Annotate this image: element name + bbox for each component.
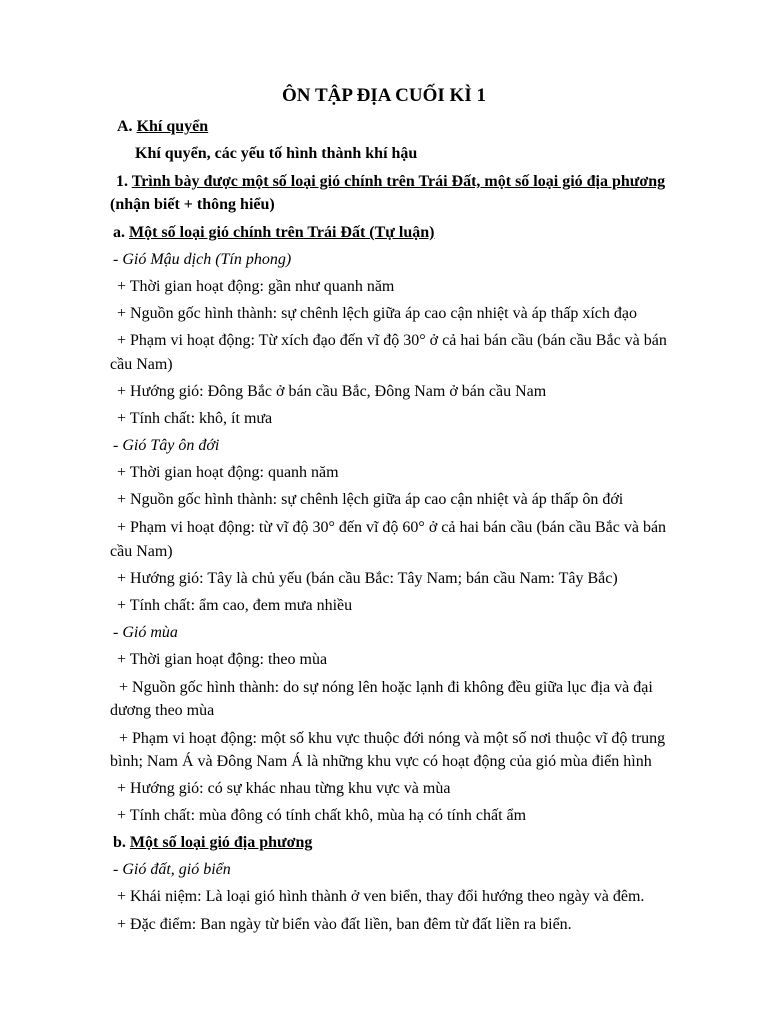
- page-title: ÔN TẬP ĐỊA CUỐI KÌ 1: [282, 85, 486, 106]
- wind-trade-origin: + Nguồn gốc hình thành: sự chênh lệch giữa áp cao cận nhiệt và áp thấp xích đạo: [117, 305, 637, 322]
- question-1-label: 1.: [116, 173, 128, 190]
- wind-westerly-scope-cont: cầu Nam): [110, 543, 173, 560]
- part-b-label: b.: [113, 834, 126, 851]
- wind-land-sea-name: - Gió đất, gió biển: [113, 861, 231, 878]
- wind-monsoon-time: + Thời gian hoạt động: theo mùa: [117, 651, 328, 668]
- wind-monsoon-name: - Gió mùa: [113, 624, 178, 641]
- wind-westerly-origin: + Nguồn gốc hình thành: sự chênh lệch giữa áp cao cận nhiệt và áp thấp ôn đới: [117, 491, 624, 508]
- wind-land-sea-concept: + Khái niệm: Là loại gió hình thành ở ven biển, thay đổi hướng theo ngày và đêm.: [117, 888, 645, 905]
- wind-trade-direction: + Hướng gió: Đông Bắc ở bán cầu Bắc, Đông Nam ở bán cầu Nam: [117, 383, 547, 400]
- wind-westerly-direction: + Hướng gió: Tây là chủ yếu (bán cầu Bắc: Tây Nam; bán cầu Nam: Tây Bắc): [117, 570, 618, 587]
- part-a-label: a.: [113, 224, 125, 241]
- section-a-title: Khí quyển: [136, 118, 209, 135]
- section-a-heading: [117, 117, 208, 137]
- section-a-subtitle: Khí quyển, các yếu tố hình thành khí hậu: [135, 145, 418, 162]
- wind-monsoon-scope: + Phạm vi hoạt động: một số khu vực thuộc đới nóng và một số nơi thuộc vĩ độ trung: [119, 730, 666, 747]
- wind-monsoon-scope-cont: bình; Nam Á và Đông Nam Á là những khu vực có hoạt động của gió mùa điển hình: [110, 753, 652, 770]
- wind-trade-name: - Gió Mậu dịch (Tín phong): [113, 251, 292, 268]
- question-1-heading: [116, 172, 665, 192]
- wind-monsoon-property: + Tính chất: mùa đông có tính chất khô, mùa hạ có tính chất ẩm: [117, 807, 527, 824]
- part-b-heading: [113, 833, 312, 853]
- wind-westerly-time: + Thời gian hoạt động: quanh năm: [117, 464, 339, 481]
- wind-westerly-scope: + Phạm vi hoạt động: từ vĩ độ 30° đến vĩ độ 60° ở cả hai bán cầu (bán cầu Bắc và bán: [117, 519, 667, 536]
- wind-trade-scope: + Phạm vi hoạt động: Từ xích đạo đến vĩ độ 30° ở cả hai bán cầu (bán cầu Bắc và bán: [117, 332, 667, 349]
- part-b-title: Một số loại gió địa phương: [129, 834, 313, 851]
- question-1-title: Trình bày được một số loại gió chính trên Trái Đất, một số loại gió địa phương: [131, 173, 666, 190]
- wind-monsoon-origin: + Nguồn gốc hình thành: do sự nóng lên hoặc lạnh đi không đều giữa lục địa và đại: [119, 679, 653, 696]
- wind-monsoon-origin-cont: dương theo mùa: [110, 702, 215, 719]
- part-a-title: Một số loại gió chính trên Trái Đất (Tự luận): [129, 224, 435, 241]
- wind-trade-scope-cont: cầu Nam): [110, 356, 173, 373]
- wind-trade-property: + Tính chất: khô, ít mưa: [117, 410, 273, 427]
- wind-trade-time: + Thời gian hoạt động: gần như quanh năm: [117, 278, 395, 295]
- section-a-label: A.: [117, 118, 133, 135]
- wind-westerly-name: - Gió Tây ôn đới: [113, 437, 220, 454]
- question-1-note: (nhận biết + thông hiểu): [110, 196, 275, 213]
- wind-land-sea-feature: + Đặc điểm: Ban ngày từ biển vào đất liền, ban đêm từ đất liền ra biển.: [117, 916, 572, 933]
- wind-monsoon-direction: + Hướng gió: có sự khác nhau từng khu vực và mùa: [117, 780, 451, 797]
- wind-westerly-property: + Tính chất: ẩm cao, đem mưa nhiều: [117, 597, 353, 614]
- part-a-heading: [113, 223, 434, 243]
